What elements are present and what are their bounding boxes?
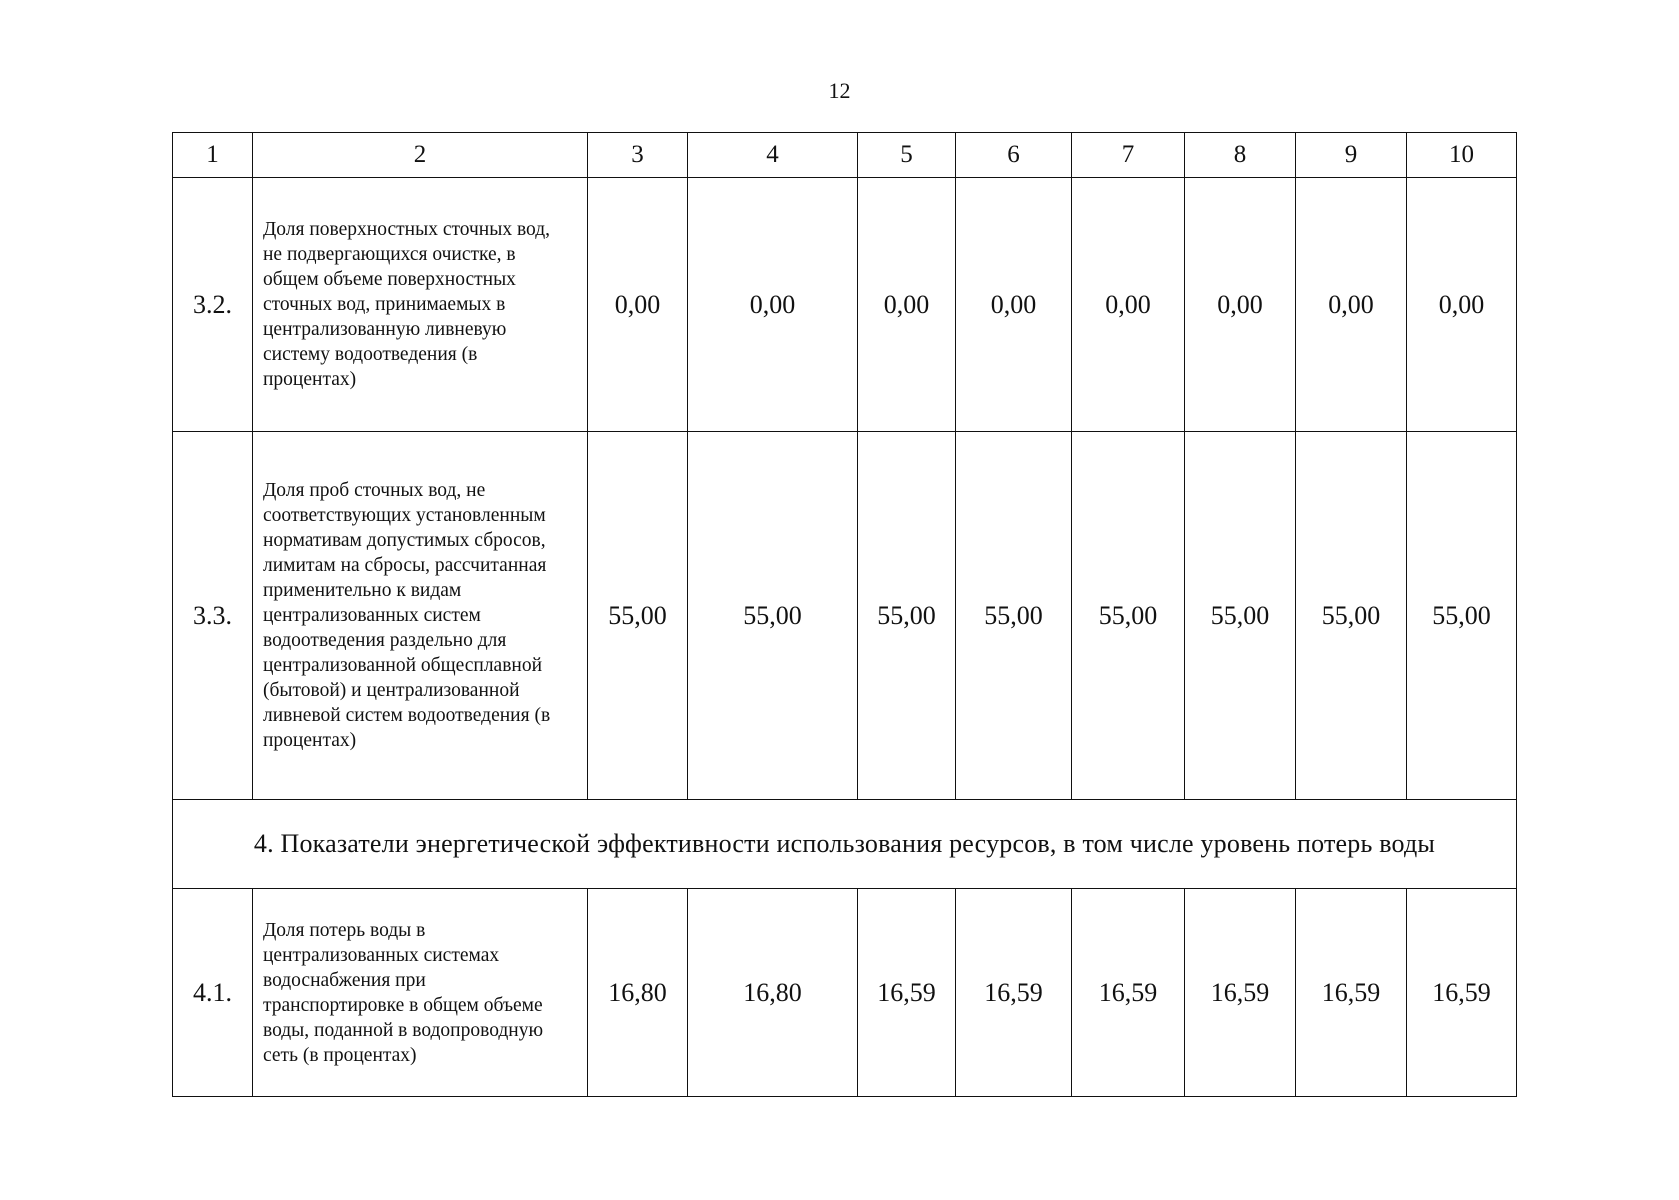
table-row xyxy=(173,432,1517,800)
table-header-row xyxy=(173,133,1517,178)
value-cell: 0,00 xyxy=(1072,178,1185,432)
value-cell: 55,00 xyxy=(588,432,688,800)
value-cell: 16,59 xyxy=(858,889,956,1097)
table-row xyxy=(173,889,1517,1097)
value-cell: 16,59 xyxy=(1072,889,1185,1097)
value-cell: 0,00 xyxy=(956,178,1072,432)
value-cell: 16,59 xyxy=(1185,889,1296,1097)
value-cell: 55,00 xyxy=(1407,432,1517,800)
value-cell: 55,00 xyxy=(1072,432,1185,800)
column-header: 9 xyxy=(1296,133,1407,178)
row-description-text: Доля проб сточных вод, не соответствующих установленным нормативам допустимых сбросов, лимитам на сбросы, рассчитанная применительно к видам централизованных систем водоотведения раздельно для централизованной общесплавной (бытовой) и централизованной ливневой систем водоотведения (в процентах) xyxy=(263,480,551,751)
indicators-table xyxy=(172,132,1517,1097)
value-cell: 16,59 xyxy=(1407,889,1517,1097)
row-description-text: Доля поверхностных сточных вод, не подвергающихся очистке, в общем объеме поверхностных сточных вод, принимаемых в централизованную ливневую систему водоотведения (в процентах) xyxy=(263,219,551,390)
column-header: 2 xyxy=(253,133,588,178)
value-cell: 0,00 xyxy=(688,178,858,432)
column-header: 6 xyxy=(956,133,1072,178)
section-row xyxy=(173,800,1517,889)
row-description xyxy=(253,178,588,432)
column-header: 10 xyxy=(1407,133,1517,178)
column-header: 1 xyxy=(173,133,253,178)
row-description-text: Доля потерь воды в централизованных системах водоснабжения при транспортировке в общем объеме воды, поданной в водопроводную сеть (в процентах) xyxy=(263,919,544,1066)
page-number: 12 xyxy=(828,78,851,103)
value-cell: 55,00 xyxy=(688,432,858,800)
value-cell: 16,80 xyxy=(588,889,688,1097)
value-cell: 0,00 xyxy=(1296,178,1407,432)
table-row xyxy=(173,178,1517,432)
value-cell: 0,00 xyxy=(858,178,956,432)
value-cell: 16,59 xyxy=(1296,889,1407,1097)
value-cell: 55,00 xyxy=(1296,432,1407,800)
column-header: 8 xyxy=(1185,133,1296,178)
value-cell: 16,59 xyxy=(956,889,1072,1097)
row-description xyxy=(253,432,588,800)
value-cell: 16,80 xyxy=(688,889,858,1097)
column-header: 3 xyxy=(588,133,688,178)
column-header: 5 xyxy=(858,133,956,178)
row-description xyxy=(253,889,588,1097)
value-cell: 0,00 xyxy=(1407,178,1517,432)
column-header: 4 xyxy=(688,133,858,178)
value-cell: 0,00 xyxy=(1185,178,1296,432)
value-cell: 55,00 xyxy=(1185,432,1296,800)
row-number: 3.2. xyxy=(173,178,253,432)
column-header: 7 xyxy=(1072,133,1185,178)
row-number: 3.3. xyxy=(173,432,253,800)
value-cell: 55,00 xyxy=(956,432,1072,800)
value-cell: 0,00 xyxy=(588,178,688,432)
section-title: 4. Показатели энергетической эффективности использования ресурсов, в том числе уровень потерь воды xyxy=(173,800,1517,889)
value-cell: 55,00 xyxy=(858,432,956,800)
row-number: 4.1. xyxy=(173,889,253,1097)
